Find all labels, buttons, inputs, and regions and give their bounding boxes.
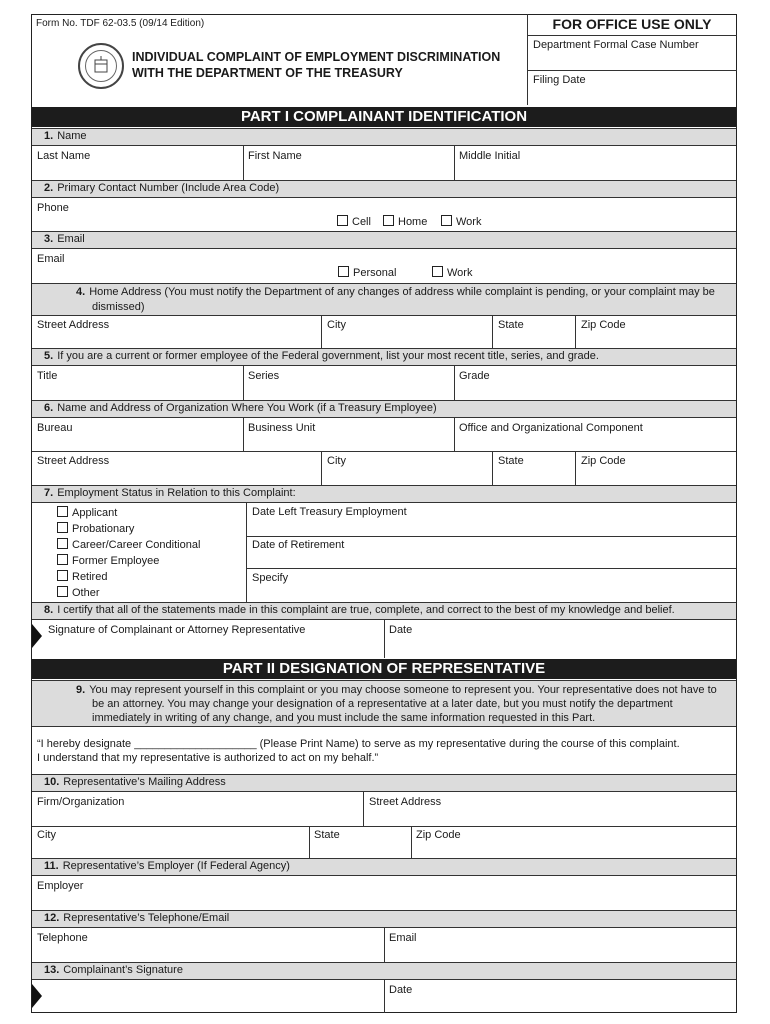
phone-home-checkbox[interactable]: Home <box>383 215 427 229</box>
office-use-title: FOR OFFICE USE ONLY <box>552 16 712 32</box>
status-career-checkbox[interactable]: Career/Career Conditional <box>57 538 200 552</box>
grade-field[interactable]: Grade <box>459 370 490 382</box>
series-field[interactable]: Series <box>248 370 280 382</box>
seal-emblem-icon <box>80 45 122 87</box>
phone-field[interactable]: Phone <box>37 202 69 214</box>
section-5-header: 5. If you are a current or former employee of the Federal government, list your most recent title, series, and grade. <box>32 348 736 366</box>
home-state-field[interactable]: State <box>498 319 524 331</box>
rep-telephone-field[interactable]: Telephone <box>37 932 88 944</box>
section-6-header: 6. Name and Address of Organization Where You Work (if a Treasury Employee) <box>32 400 736 418</box>
org-street-field[interactable]: Street Address <box>37 455 110 467</box>
org-state-field[interactable]: State <box>498 455 524 467</box>
sign-here-arrow-icon <box>32 624 42 648</box>
rep-firm-field[interactable]: Firm/Organization <box>37 796 125 808</box>
home-street-field[interactable]: Street Address <box>37 319 110 331</box>
section-2-header: 2. Primary Contact Number (Include Area Code) <box>32 180 736 198</box>
section-7-header: 7. Employment Status in Relation to this Complaint: <box>32 485 736 503</box>
complainant-final-signature-date-field[interactable]: Date <box>389 984 413 996</box>
title-field[interactable]: Title <box>37 370 58 382</box>
sign-here-arrow-icon <box>32 984 42 1008</box>
authorization-statement: I understand that my representative is authorized to act on my behalf.” <box>37 752 379 764</box>
rep-street-field[interactable]: Street Address <box>369 796 442 808</box>
first-name-field[interactable]: First Name <box>248 150 302 162</box>
certification-date-field[interactable]: Date <box>389 624 413 636</box>
part1-title: PART I COMPLAINANT IDENTIFICATION <box>32 107 736 127</box>
section-12-header: 12. Representative’s Telephone/Email <box>32 910 736 928</box>
date-of-retirement-field[interactable]: Date of Retirement <box>252 539 345 551</box>
middle-initial-field[interactable]: Middle Initial <box>459 150 521 162</box>
business-unit-field[interactable]: Business Unit <box>248 422 316 434</box>
last-name-field[interactable]: Last Name <box>37 150 91 162</box>
email-personal-checkbox[interactable]: Personal <box>338 266 396 280</box>
section-4-header: 4. Home Address (You must notify the Department of any changes of address while complaint is pending, or your complaint may be dismissed) <box>32 283 736 316</box>
section-3-header: 3. Email <box>32 231 736 249</box>
org-city-field[interactable]: City <box>327 455 346 467</box>
section-9-header: 9. You may represent yourself in this complaint or you may choose someone to represent you. Your representative does not have to be an attorney. You may change your designation of a representative at a later date, but you must notify the department immediately in writing of any change, and you must include the same information requested in this Part. <box>32 680 736 727</box>
section-13-header: 13. Complainant’s Signature <box>32 962 736 980</box>
rep-employer-field[interactable]: Employer <box>37 880 84 892</box>
rep-email-field[interactable]: Email <box>389 932 417 944</box>
treasury-seal-icon <box>78 43 124 89</box>
office-component-field[interactable]: Office and Organizational Component <box>459 422 643 434</box>
status-applicant-checkbox[interactable]: Applicant <box>57 506 117 520</box>
section-8-header: 8. I certify that all of the statements made in this complaint are true, complete, and correct to the best of my knowledge and belief. <box>32 602 736 620</box>
section-10-header: 10. Representative’s Mailing Address <box>32 774 736 792</box>
phone-work-checkbox[interactable]: Work <box>441 215 481 229</box>
home-zip-field[interactable]: Zip Code <box>581 319 626 331</box>
part2-title: PART II DESIGNATION OF REPRESENTATIVE <box>32 659 736 679</box>
date-left-employment-field[interactable]: Date Left Treasury Employment <box>252 506 407 518</box>
home-city-field[interactable]: City <box>327 319 346 331</box>
rep-state-field[interactable]: State <box>314 829 340 841</box>
status-former-employee-checkbox[interactable]: Former Employee <box>57 554 159 568</box>
status-other-checkbox[interactable]: Other <box>57 586 100 600</box>
email-field[interactable]: Email <box>37 253 65 265</box>
form-number: Form No. TDF 62-03.5 (09/14 Edition) <box>36 18 205 29</box>
phone-cell-checkbox[interactable]: Cell <box>337 215 371 229</box>
form-title-line1: INDIVIDUAL COMPLAINT OF EMPLOYMENT DISCRIMINATION <box>132 50 501 64</box>
specify-field[interactable]: Specify <box>252 572 289 584</box>
status-probationary-checkbox[interactable]: Probationary <box>57 522 134 536</box>
designate-representative-statement: “I hereby designate ____________________ (Please Print Name) to serve as my representative during the course of this complaint. <box>37 738 680 750</box>
rep-zip-field[interactable]: Zip Code <box>416 829 461 841</box>
filing-date-label: Filing Date <box>533 74 586 86</box>
section-1-header: 1. Name <box>32 128 736 146</box>
bureau-field[interactable]: Bureau <box>37 422 73 434</box>
rep-city-field[interactable]: City <box>37 829 56 841</box>
section-11-header: 11. Representative’s Employer (If Federal Agency) <box>32 858 736 876</box>
org-zip-field[interactable]: Zip Code <box>581 455 626 467</box>
form-title-line2: WITH THE DEPARTMENT OF THE TREASURY <box>132 66 403 80</box>
email-work-checkbox[interactable]: Work <box>432 266 472 280</box>
status-retired-checkbox[interactable]: Retired <box>57 570 107 584</box>
case-number-label: Department Formal Case Number <box>533 39 699 51</box>
complainant-signature-field[interactable]: Signature of Complainant or Attorney Representative <box>48 624 306 636</box>
